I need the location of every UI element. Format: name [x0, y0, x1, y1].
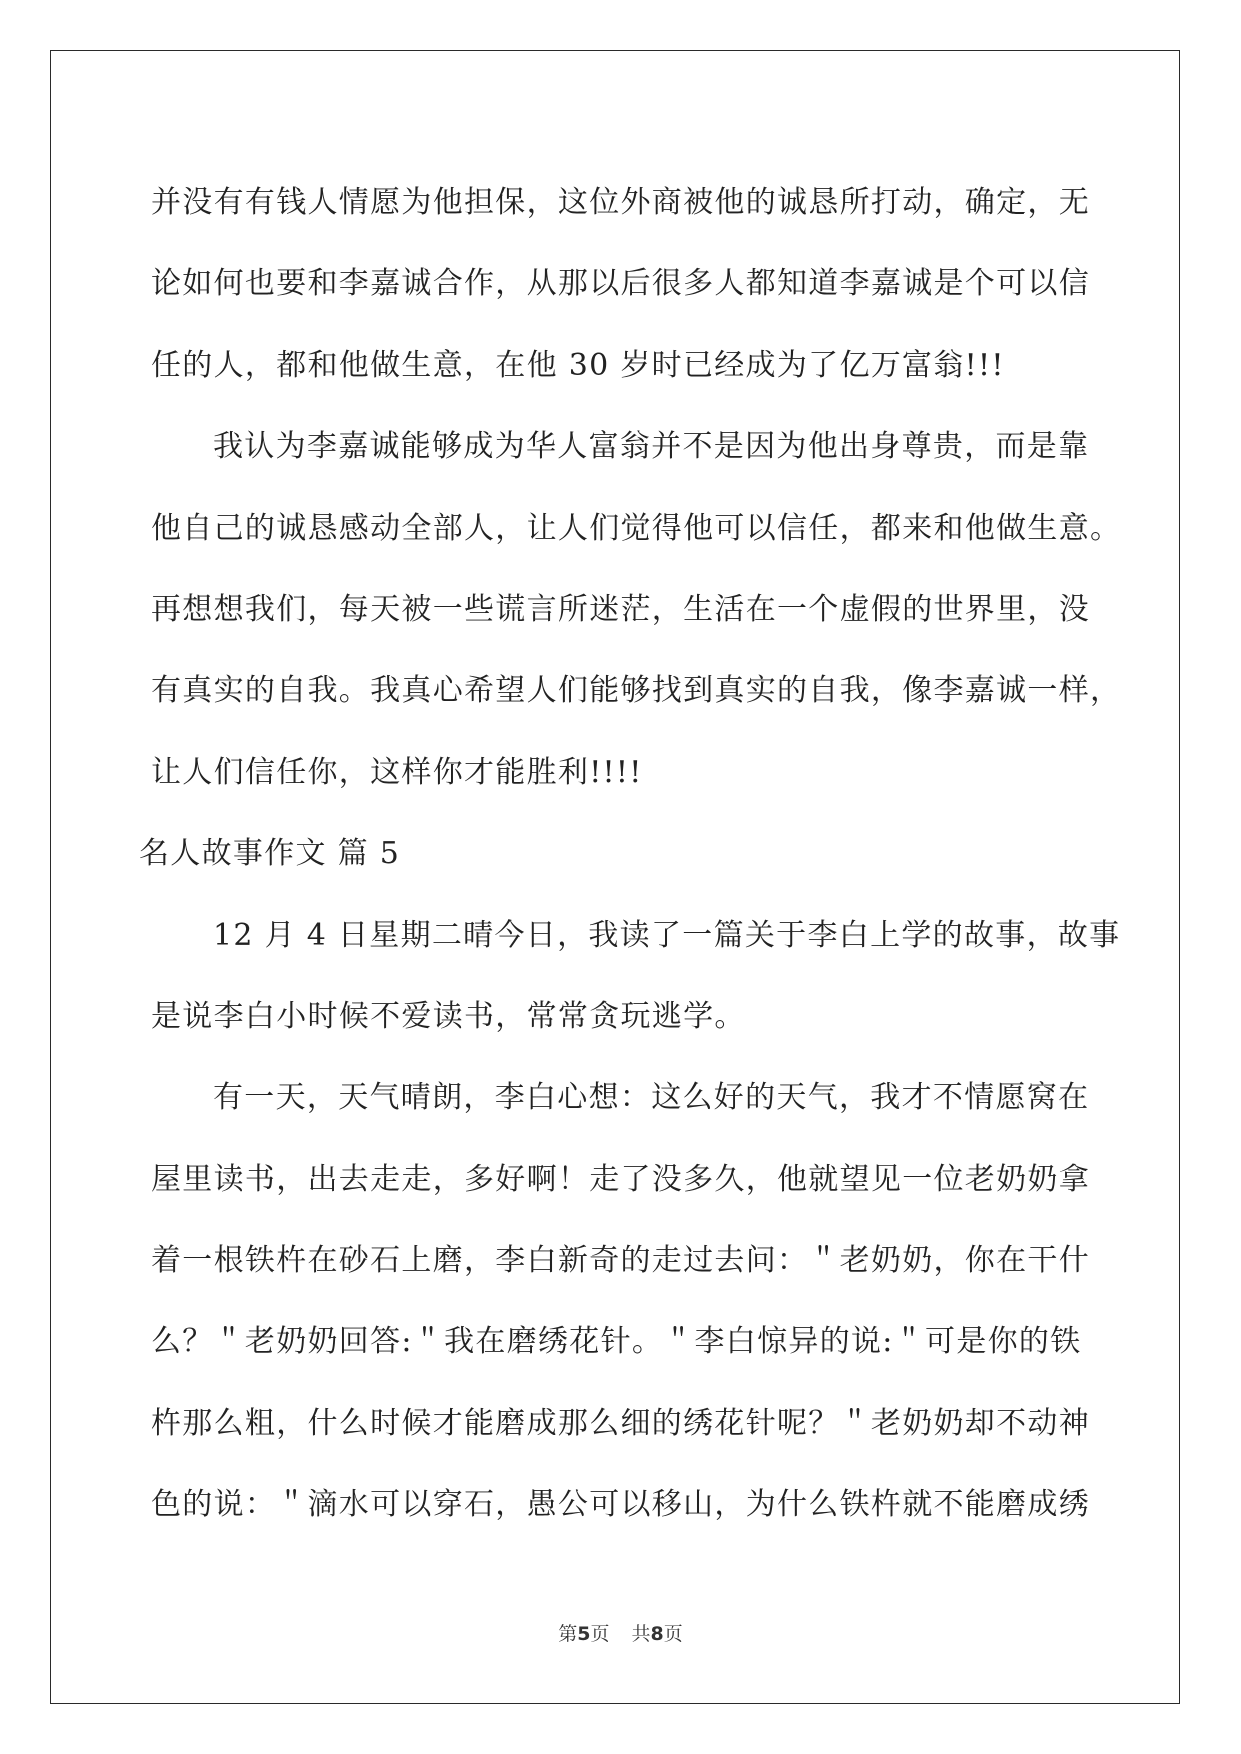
text-line: 屋里读书，出去走走，多好啊！走了没多久，他就望见一位老奶奶拿 — [151, 1161, 1090, 1197]
page-unit: 页 — [590, 1623, 610, 1645]
text-line: 着一根铁杵在砂石上磨，李白新奇的走过去问：＂老奶奶，你在干什 — [151, 1243, 1090, 1279]
document-body — [139, 162, 1122, 1546]
text-line: 有真实的自我。我真心希望人们能够找到真实的自我，像李嘉诚一样， — [151, 673, 1122, 709]
text-line: 色的说：＂滴水可以穿石，愚公可以移山，为什么铁杵就不能磨成绣 — [151, 1487, 1090, 1523]
text-line: 么？＂老奶奶回答:＂我在磨绣花针。＂李白惊异的说:＂可是你的铁 — [151, 1324, 1082, 1360]
paragraph-start-line: 有一天，天气晴朗，李白心想：这么好的天气，我才不情愿窝在 — [213, 1080, 1090, 1116]
total-unit: 页 — [663, 1623, 683, 1645]
total-prefix: 共 — [631, 1623, 651, 1645]
section-heading: 名人故事作文 篇 5 — [139, 836, 401, 872]
paragraph-start-line: 12 月 4 日星期二晴今日，我读了一篇关于李白上学的故事，故事 — [213, 917, 1121, 953]
text-line: 论如何也要和李嘉诚合作，从那以后很多人都知道李嘉诚是个可以信 — [151, 266, 1090, 302]
text-line: 再想想我们，每天被一些谎言所迷茫，生活在一个虚假的世界里，没 — [151, 591, 1090, 627]
page-footer — [0, 1619, 1241, 1646]
text-line: 是说李白小时候不爱读书，常常贪玩逃学。 — [151, 998, 746, 1034]
page-prefix: 第 — [558, 1623, 578, 1645]
current-page-number: 5 — [577, 1623, 591, 1645]
total-page-number: 8 — [650, 1623, 664, 1645]
text-line: 任的人，都和他做生意，在他 30 岁时已经成为了亿万富翁!!! — [151, 347, 1005, 383]
text-line: 让人们信任你，这样你才能胜利!!!! — [151, 754, 643, 790]
paragraph-start-line: 我认为李嘉诚能够成为华人富翁并不是因为他出身尊贵，而是靠 — [213, 429, 1090, 465]
text-line: 杵那么粗，什么时候才能磨成那么细的绣花针呢？＂老奶奶却不动神 — [151, 1405, 1090, 1441]
text-line: 并没有有钱人情愿为他担保，这位外商被他的诚恳所打动，确定，无 — [151, 185, 1090, 220]
text-line: 他自己的诚恳感动全部人，让人们觉得他可以信任，都来和他做生意。 — [151, 510, 1122, 546]
